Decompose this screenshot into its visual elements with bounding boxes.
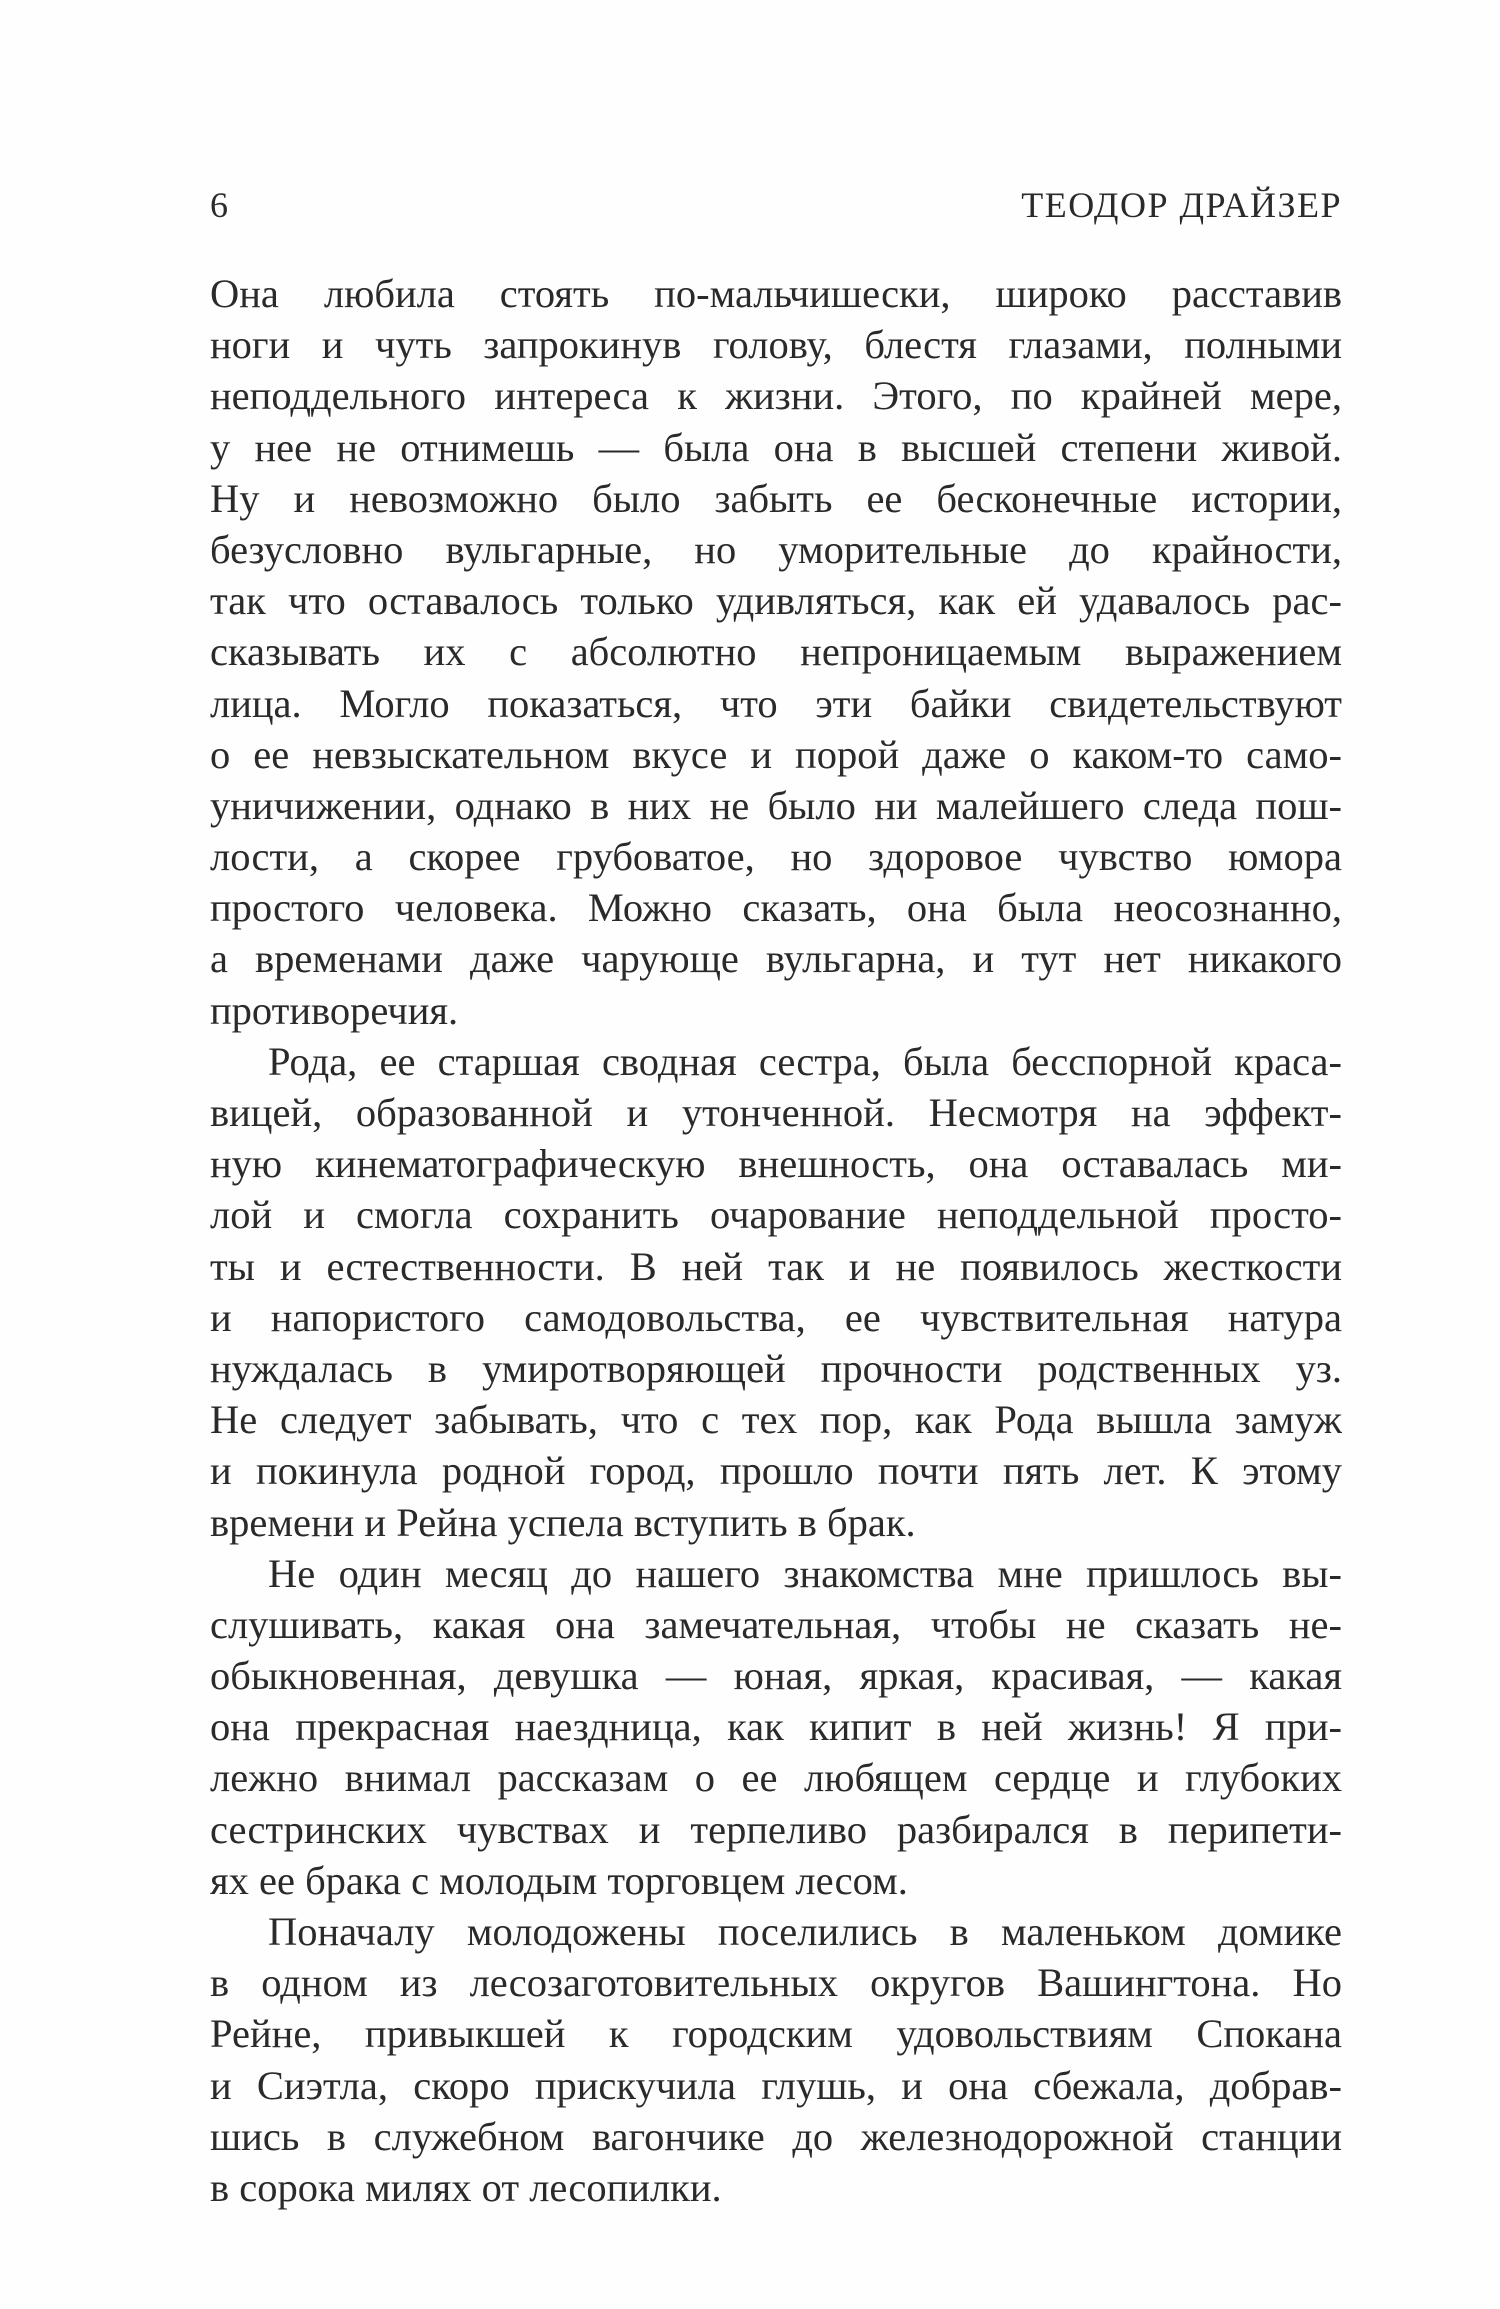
paragraph <box>210 1036 1342 1548</box>
text-line: Не следует забывать, что с тех пор, как Рода вышла замуж <box>210 1397 1342 1443</box>
text-line: безусловно вульгарные, но уморительные до крайности, <box>210 526 1342 572</box>
text-line: у нее не отнимешь — была она в высшей степени живой. <box>210 424 1342 470</box>
running-head-author: ТЕОДОР ДРАЙЗЕР <box>1021 185 1342 225</box>
paragraph <box>210 1548 1342 1906</box>
text-line: шись в служебном вагончике до железнодорожной станции <box>210 2113 1342 2159</box>
text-line: уничижении, однако в них не было ни малейшего следа пош- <box>210 782 1342 828</box>
text-line: вицей, образованной и утонченной. Несмотря на эффект- <box>210 1090 1342 1135</box>
body-text <box>210 268 1342 2213</box>
text-line: ях ее брака с молодым торговцем лесом. <box>210 1857 908 1903</box>
text-line: обыкновенная, девушка — юная, яркая, красивая, — какая <box>210 1653 1342 1699</box>
running-head <box>210 175 1342 235</box>
text-line: простого человека. Можно сказать, она была неосознанно, <box>210 885 1342 931</box>
text-line: и покинула родной город, прошло почти пять лет. К этому <box>210 1448 1342 1494</box>
text-line: времени и Рейна успела вступить в брак. <box>210 1499 916 1545</box>
text-line: в сорока милях от лесопилки. <box>210 2164 722 2210</box>
text-line: Ну и невозможно было забыть ее бесконечные истории, <box>210 475 1342 521</box>
text-line: лой и смогла сохранить очарование неподдельной просто- <box>210 1192 1342 1238</box>
text-line: Она любила стоять по-мальчишески, широко расставив <box>210 271 1342 316</box>
text-line: в одном из лесозаготовительных округов Вашингтона. Но <box>210 1960 1342 2006</box>
text-line: ную кинематографическую внешность, она оставалась ми- <box>210 1141 1342 1187</box>
text-line: а временами даже чарующе вульгарна, и тут нет никакого <box>210 936 1342 982</box>
text-line: о ее невзыскательном вкусе и порой даже о каком-то само- <box>210 731 1342 777</box>
text-line: нуждалась в умиротворяющей прочности родственных уз. <box>210 1345 1342 1391</box>
text-line: противоречия. <box>210 987 459 1033</box>
text-line: Поначалу молодожены поселились в маленьком домике <box>268 1909 1342 1954</box>
text-line: сестринских чувствах и терпеливо разбирался в перипети- <box>210 1806 1342 1852</box>
text-line: сказывать их с абсолютно непроницаемым выражением <box>210 629 1342 675</box>
text-line: Рода, ее старшая сводная сестра, была бесспорной краса- <box>268 1038 1342 1084</box>
text-line: так что оставалось только удивляться, как ей удавалось рас- <box>210 578 1342 624</box>
text-line: ты и естественности. В ней так и не появилось жесткости <box>210 1243 1342 1289</box>
text-line: ноги и чуть запрокинув голову, блестя глазами, полными <box>210 322 1342 368</box>
text-line: лости, а скорее грубоватое, но здоровое чувство юмора <box>210 834 1342 880</box>
text-line: и Сиэтла, скоро прискучила глушь, и она сбежала, добрав- <box>210 2062 1342 2108</box>
text-line: неподдельного интереса к жизни. Этого, по крайней мере, <box>210 373 1342 419</box>
text-line: лица. Могло показаться, что эти байки свидетельствуют <box>210 680 1342 726</box>
paragraph <box>210 268 1342 1036</box>
text-line: Не один месяц до нашего знакомства мне пришлось вы- <box>268 1550 1342 1596</box>
text-line: и напористого самодовольства, ее чувствительная натура <box>210 1294 1342 1340</box>
text-line: лежно внимал рассказам о ее любящем сердце и глубоких <box>210 1755 1342 1801</box>
paragraph <box>210 1906 1342 2213</box>
text-line: она прекрасная наездница, как кипит в ней жизнь! Я при- <box>210 1704 1342 1750</box>
text-line: Рейне, привыкшей к городским удовольствиям Спокана <box>210 2011 1342 2057</box>
text-line: слушивать, какая она замечательная, чтобы не сказать не- <box>210 1601 1342 1647</box>
page-number: 6 <box>210 185 228 225</box>
